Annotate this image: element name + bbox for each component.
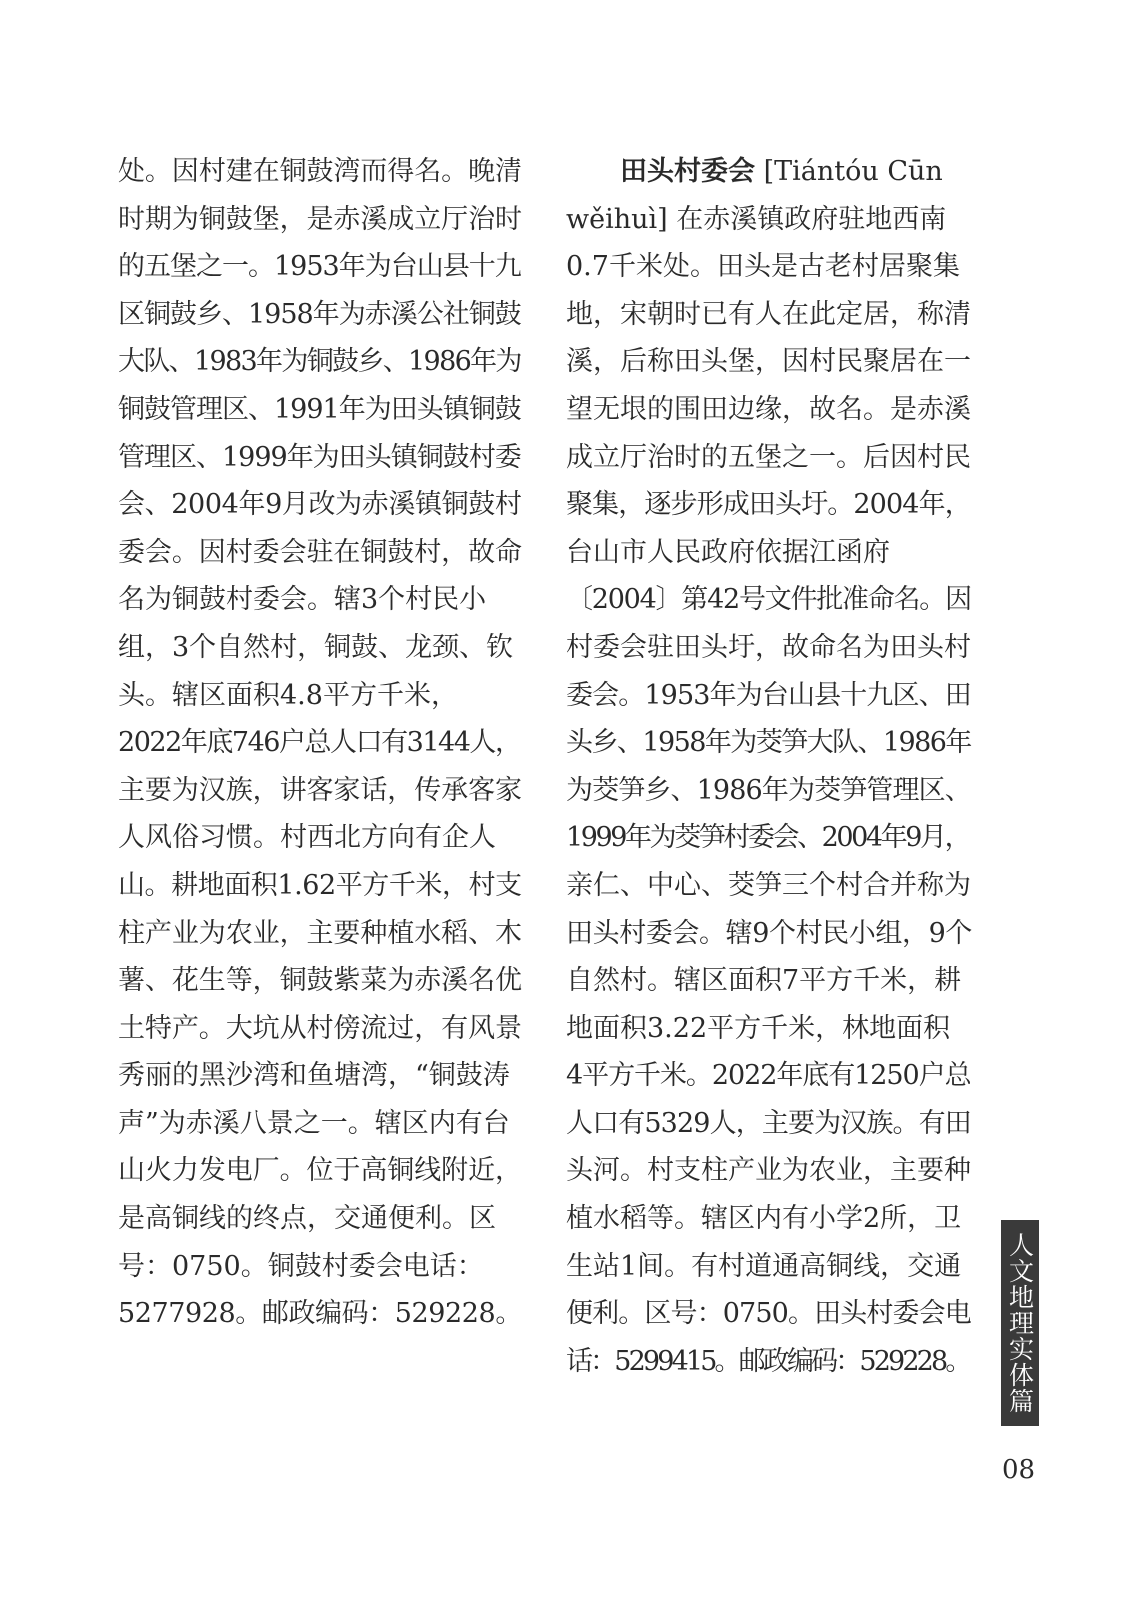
text-line: 委会。因村委会驻在铜鼓村，故命 xyxy=(118,536,522,568)
page-number: 08 xyxy=(1002,1455,1036,1485)
text-line: 薯、花生等，铜鼓紫菜为赤溪名优 xyxy=(118,965,522,997)
text-line: 头河。村支柱产业为农业，主要种 xyxy=(566,1155,971,1187)
text-line: 聚集，逐步形成田头圩。2004年， xyxy=(566,489,971,521)
text-line: 大队、1983年为铜鼓乡、1986年为 xyxy=(118,346,521,378)
text-line: 4平方千米。2022年底有1250户总 xyxy=(566,1060,971,1092)
text-line: wěihuì] 在赤溪镇政府驻地西南 xyxy=(566,203,947,235)
text-line: 话：5299415。邮政编码：529228。 xyxy=(566,1345,970,1377)
text-line: 植水稻等。辖区内有小学2所，卫 xyxy=(566,1203,962,1235)
text-line: 委会。1953年为台山县十九区、田 xyxy=(566,679,971,711)
text-line: 的五堡之一。1953年为台山县十九 xyxy=(118,251,521,283)
text-line: 土特产。大坑从村傍流过，有风景 xyxy=(118,1012,522,1044)
text-line: 5277928。邮政编码：529228。 xyxy=(118,1298,522,1330)
text-line: 山火力发电厂。位于高铜线附近， xyxy=(118,1155,522,1187)
text-line: 0.7千米处。田头是古老村居聚集 xyxy=(566,251,960,283)
text-line: 名为铜鼓村委会。辖3个村民小 xyxy=(118,584,487,616)
text-line: 时期为铜鼓堡，是赤溪成立厅治时 xyxy=(118,203,522,235)
text-line: 地面积3.22平方千米，林地面积 xyxy=(566,1012,951,1044)
text-line: 生站1间。有村道通高铜线，交通 xyxy=(566,1250,962,1282)
text-line: 成立厅治时的五堡之一。后因村民 xyxy=(566,441,971,473)
text-line: 处。因村建在铜鼓湾而得名。晚清 xyxy=(118,156,522,187)
text-line: 〔2004〕第42号文件批准命名。因 xyxy=(566,584,971,616)
text-line: 自然村。辖区面积7平方千米，耕 xyxy=(566,965,962,997)
text-line: 2022年底746户总人口有3144人， xyxy=(118,727,521,759)
text-line: 1999年为茭笋村委会、2004年9月， xyxy=(566,822,970,854)
text-line: 地，宋朝时已有人在此定居，称清 xyxy=(566,298,971,330)
left-text-column xyxy=(118,148,522,1338)
text-line: 便利。区号：0750。田头村委会电 xyxy=(566,1298,971,1330)
text-line: 为茭笋乡、1986年为茭笋管理区、 xyxy=(566,774,971,806)
text-line: 区铜鼓乡、1958年为赤溪公社铜鼓 xyxy=(118,298,521,330)
text-line: 会、2004年9月改为赤溪镇铜鼓村 xyxy=(118,489,522,521)
text-line: 是高铜线的终点，交通便利。区 xyxy=(118,1203,496,1235)
section-tab: 人文地理实体篇 xyxy=(1001,1220,1039,1426)
text-line: 亲仁、中心、茭笋三个村合并称为 xyxy=(566,869,971,901)
entry-heading-line xyxy=(566,148,972,196)
text-line: 铜鼓管理区、1991年为田头镇铜鼓 xyxy=(118,393,521,425)
text-line: 人风俗习惯。村西北方向有企人 xyxy=(118,822,496,854)
text-line: 柱产业为农业，主要种植水稻、木 xyxy=(118,917,522,949)
text-line: 主要为汉族，讲客家话，传承客家 xyxy=(118,774,522,806)
text-line: 秀丽的黑沙湾和鱼塘湾，“铜鼓涛 xyxy=(118,1060,510,1092)
text-line: 管理区、1999年为田头镇铜鼓村委 xyxy=(118,441,521,473)
entry-pinyin: [Tiántóu Cūn xyxy=(763,156,943,187)
text-line: 号：0750。铜鼓村委会电话： xyxy=(118,1250,484,1282)
text-line: 头。辖区面积4.8平方千米， xyxy=(118,679,458,711)
text-line: 山。耕地面积1.62平方千米，村支 xyxy=(118,869,522,901)
entry-title: 田头村委会 xyxy=(620,156,755,187)
text-line: 望无垠的围田边缘，故名。是赤溪 xyxy=(566,393,971,425)
text-line: 村委会驻田头圩，故命名为田头村 xyxy=(566,631,971,663)
text-line: 田头村委会。辖9个村民小组，9个 xyxy=(566,917,972,949)
text-line: 人口有5329人，主要为汉族。有田 xyxy=(566,1107,971,1139)
text-line: 声”为赤溪八景之一。辖区内有台 xyxy=(118,1107,510,1139)
text-line: 组，3个自然村，铜鼓、龙颈、钦 xyxy=(118,631,514,663)
text-line: 头乡、1958年为茭笋大队、1986年 xyxy=(566,727,971,759)
right-text-column xyxy=(566,148,972,1385)
text-line: 台山市人民政府依据江函府 xyxy=(566,536,890,568)
text-line: 溪，后称田头堡，因村民聚居在一 xyxy=(566,346,971,378)
